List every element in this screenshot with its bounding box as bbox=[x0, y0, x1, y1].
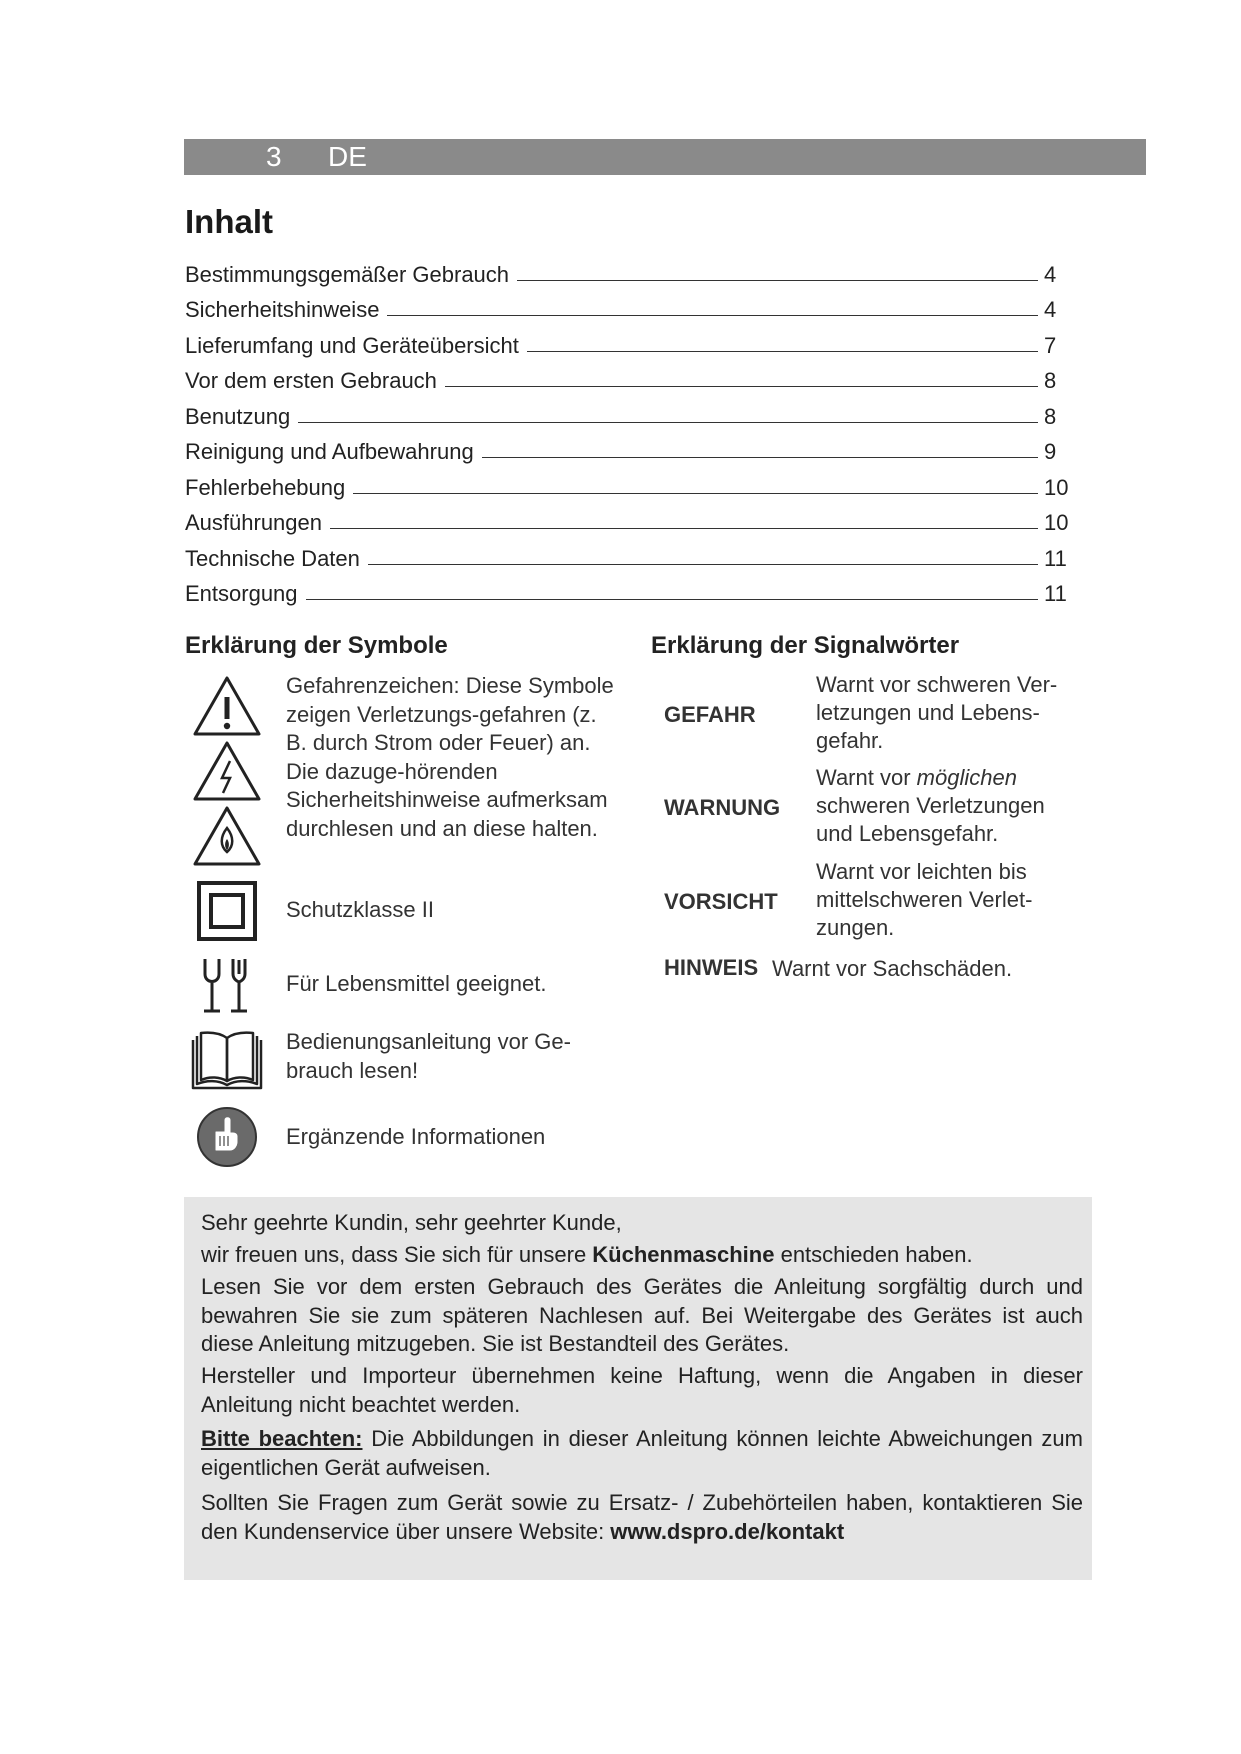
note-text: Bitte beachten: Die Abbildungen in dieser Anleitung können leichte Abweichungen zum eigentlichen Gerät aufweisen. bbox=[201, 1426, 1083, 1480]
signal-word: VORSICHT bbox=[664, 889, 778, 914]
toc-leader bbox=[298, 422, 1038, 423]
toc-entry[interactable] bbox=[185, 572, 1070, 608]
signal-text: Warnt vor schweren Ver-letzungen und Lebens-gefahr. bbox=[816, 672, 1058, 753]
signal-word: GEFAHR bbox=[664, 702, 756, 727]
toc-leader bbox=[306, 599, 1038, 600]
note-label: Bitte beachten: bbox=[201, 1426, 363, 1451]
toc-entry[interactable] bbox=[185, 465, 1070, 501]
signal-text: Warnt vor Sachschäden. bbox=[772, 956, 1013, 981]
toc-title: Inhalt bbox=[185, 203, 273, 240]
toc-entry-title: Vor dem ersten Gebrauch bbox=[185, 368, 437, 393]
toc-leader bbox=[368, 564, 1038, 565]
symbol-row-info bbox=[185, 1106, 546, 1168]
signal-word: HINWEIS bbox=[664, 955, 759, 980]
toc-entry[interactable] bbox=[185, 536, 1070, 572]
symbol-text: Bedienungsanleitung vor Ge-brauch lesen! bbox=[286, 1029, 571, 1083]
toc-entry-title: Lieferumfang und Geräteübersicht bbox=[185, 332, 519, 358]
toc-entry-title: Benutzung bbox=[185, 403, 291, 429]
toc-entry-title: Sicherheitshinweise bbox=[185, 297, 380, 322]
product-name: Küchenmaschine bbox=[592, 1242, 775, 1267]
toc-entry[interactable] bbox=[185, 394, 1070, 430]
symbol-text: Schutzklasse II bbox=[286, 897, 434, 922]
page-header-bar bbox=[184, 139, 1146, 175]
toc-leader bbox=[517, 280, 1038, 281]
toc-entry[interactable] bbox=[185, 288, 1070, 324]
toc-leader bbox=[445, 386, 1038, 387]
symbol-row-protection-class bbox=[185, 880, 434, 942]
toc-entry[interactable] bbox=[185, 252, 1070, 288]
toc-entry-page: 10 bbox=[1044, 474, 1069, 500]
toc-entry[interactable] bbox=[185, 323, 1070, 359]
toc-entry-title: Reinigung und Aufbewahrung bbox=[185, 439, 474, 464]
protection-class-ii-icon bbox=[185, 880, 269, 942]
language-code: DE bbox=[328, 141, 367, 172]
page-number: 3 bbox=[266, 141, 282, 172]
symbol-row-manual bbox=[185, 1029, 571, 1092]
toc-entry[interactable] bbox=[185, 359, 1070, 395]
toc-leader bbox=[527, 351, 1038, 352]
toc-entry-page: 9 bbox=[1044, 439, 1057, 464]
toc-entry[interactable] bbox=[185, 430, 1070, 466]
toc-entry-title: Entsorgung bbox=[185, 581, 298, 606]
toc-entry-page: 11 bbox=[1044, 581, 1067, 606]
customer-info-box bbox=[184, 1197, 1092, 1580]
symbol-text: Ergänzende Informationen bbox=[286, 1124, 546, 1149]
toc-entry-title: Technische Daten bbox=[185, 545, 360, 571]
toc-entry-page: 8 bbox=[1044, 403, 1057, 429]
greeting-text: Sehr geehrte Kundin, sehr geehrter Kunde, bbox=[201, 1210, 622, 1235]
liability-text: Hersteller und Importeur übernehmen keine Haftung, wenn die Angaben in dieser Anleitung nicht beachtet werden. bbox=[201, 1363, 1083, 1417]
toc-leader bbox=[330, 528, 1038, 529]
symbol-text: Gefahrenzeichen: Diese Symbole zeigen Verletzungs-gefahren (z. B. durch Strom oder Feuer) an. Die dazuge-hörenden Sicherheitshinweise aufmerksam durchlesen und an diese halten. bbox=[286, 673, 614, 841]
toc-entry-title: Ausführungen bbox=[185, 510, 322, 535]
toc-entry-page: 10 bbox=[1044, 510, 1069, 535]
toc-entry-page: 8 bbox=[1044, 368, 1057, 393]
toc-leader bbox=[482, 457, 1038, 458]
toc-leader bbox=[353, 493, 1038, 494]
table-of-contents bbox=[185, 252, 1070, 607]
info-hand-icon bbox=[185, 1106, 269, 1168]
toc-entry-page: 4 bbox=[1044, 297, 1057, 322]
symbols-section-title: Erklärung der Symbole bbox=[185, 632, 448, 659]
toc-leader bbox=[387, 315, 1038, 316]
read-instructions-text: Lesen Sie vor dem ersten Gebrauch des Gerätes die Anleitung sorgfältig durch und bewahren Sie sie zum späteren Nachlesen auf. Bei Weitergabe des Gerätes ist auch diese Anleitung mitzugeben. Sie ist Bestandteil des Gerätes. bbox=[201, 1274, 1083, 1356]
toc-entry-title: Bestimmungsgemäßer Gebrauch bbox=[185, 261, 510, 287]
signals-section-title: Erklärung der Signalwörter bbox=[651, 632, 960, 659]
contact-text: Sollten Sie Fragen zum Gerät sowie zu Ersatz- / Zubehörteilen haben, kontaktieren Sie den Kundenservice über unsere Website: www.dspro.de/kontakt bbox=[201, 1490, 1083, 1544]
signal-word: WARNUNG bbox=[664, 795, 781, 820]
signal-text: Warnt vor leichten bis mittelschweren Verlet-zungen. bbox=[816, 859, 1033, 940]
warning-triangles-icon bbox=[185, 675, 269, 871]
signal-text: Warnt vor möglichen schweren Verletzungen und Lebensgefahr. bbox=[816, 765, 1045, 846]
thanks-text: wir freuen uns, dass Sie sich für unsere Küchenmaschine entschieden haben. bbox=[201, 1242, 973, 1267]
toc-entry[interactable] bbox=[185, 501, 1070, 537]
symbol-row-danger bbox=[185, 673, 614, 871]
website-link[interactable]: www.dspro.de/kontakt bbox=[610, 1518, 845, 1544]
toc-entry-page: 11 bbox=[1044, 545, 1067, 571]
toc-entry-page: 7 bbox=[1044, 332, 1057, 358]
symbol-row-food-safe bbox=[185, 954, 547, 1016]
symbol-text: Für Lebensmittel geeignet. bbox=[286, 971, 547, 996]
toc-entry-page: 4 bbox=[1044, 261, 1057, 287]
toc-entry-title: Fehlerbehebung bbox=[185, 474, 346, 500]
manual-book-icon bbox=[185, 1030, 269, 1092]
food-safe-icon bbox=[185, 954, 269, 1016]
